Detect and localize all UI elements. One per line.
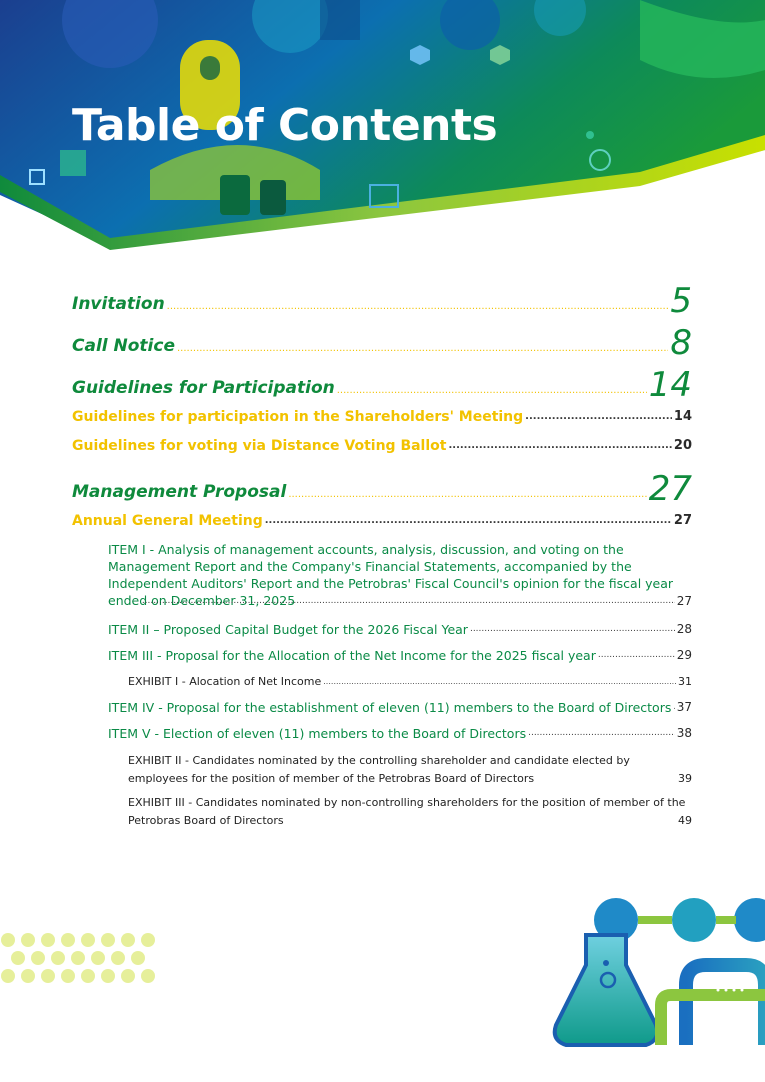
toc-label: EXHIBIT III - Candidates nominated by non-controlling shareholders for the position of member of the Petrobras Board of Directors [128,796,686,827]
toc-entry-guidelines-voting[interactable] [72,431,692,460]
lab-flask-illustration [546,895,765,1054]
toc-label: EXHIBIT I - Alocation of Net Income [128,674,322,688]
toc-page-number: 27 [648,469,692,509]
toc-page-number: 20 [673,438,692,453]
toc-entry-item-1-leader [108,592,692,610]
leader-dots [525,411,672,422]
leader-dots [142,593,675,610]
toc-label: ITEM I - Analysis of management accounts, analysis, discussion, and voting on the Management Report and the Company's Financial Statements, accompanied by the Independent Auditors' Report and the Petrobras' Fiscal Council's opinion for the fiscal year ended on December 31, 2025 [108,542,674,608]
toc-entry-item-4[interactable] [108,694,692,720]
toc-entry-invitation[interactable] [72,278,692,321]
toc-entry-call-notice[interactable] [72,320,692,363]
toc-label: Annual General Meeting [72,512,263,529]
toc-entry-item-1[interactable] [108,541,692,610]
toc-label: ITEM IV - Proposal for the establishment of eleven (11) members to the Board of Directors [108,699,672,715]
page-title: Table of Contents [72,100,498,151]
toc-page-number: 27 [676,593,692,608]
toc-label: Invitation [72,294,165,314]
toc-entry-guidelines-shareholders[interactable] [72,402,692,431]
dots-graphic [0,932,170,992]
toc-entry-item-5[interactable] [108,720,692,746]
toc-page-number: 14 [673,409,692,424]
toc-page-number: 27 [673,513,692,528]
toc-page-number: 38 [676,725,692,740]
leader-dots [288,489,646,506]
toc-label: Guidelines for voting via Distance Voting Ballot [72,437,447,454]
toc-entry-item-2[interactable] [108,616,692,642]
leader-dots [528,725,675,742]
leader-dots [167,301,669,318]
leader-dots [337,385,647,402]
table-of-contents [72,276,692,830]
toc-entry-item-3[interactable] [108,642,692,668]
leader-dots [470,621,675,638]
toc-entry-management[interactable] [72,466,692,509]
leader-dots [265,515,672,526]
toc-page-number: 5 [670,281,692,321]
dot-pattern-decoration [0,932,170,996]
leader-dots [323,673,676,690]
leader-dots [673,699,674,716]
toc-page-number: 31 [678,674,692,688]
leader-dots [448,440,671,451]
toc-label: EXHIBIT II - Candidates nominated by the controlling shareholder and candidate elected by employees for the position of member of the Petrobras Board of Directors [128,754,630,785]
toc-page-number: 39 [678,772,692,785]
toc-label: Guidelines for participation in the Shareholders' Meeting [72,408,524,425]
leader-dots [177,343,668,360]
toc-label: Guidelines for Participation [72,378,335,398]
toc-label: Call Notice [72,336,175,356]
toc-label: ITEM II – Proposed Capital Budget for the 2026 Fiscal Year [108,621,468,637]
toc-entry-exhibit-2[interactable] [128,752,692,788]
toc-label: ITEM III - Proposal for the Allocation of the Net Income for the 2025 fiscal year [108,647,596,663]
toc-entry-exhibit-3[interactable] [128,794,692,830]
toc-label: Management Proposal [72,482,287,502]
toc-page-number: 37 [676,699,692,714]
leader-dots [598,647,675,664]
toc-page-number: 28 [676,621,692,636]
toc-page-number: 14 [648,365,692,405]
toc-page-number: 49 [678,814,692,827]
toc-entry-guidelines[interactable] [72,362,692,405]
toc-entry-exhibit-1[interactable] [128,668,692,694]
toc-label: ITEM V - Election of eleven (11) members to the Board of Directors [108,725,527,741]
toc-page-number: 8 [670,323,692,363]
toc-page-number: 29 [676,647,692,662]
toc-entry-agm[interactable] [72,506,692,535]
flask-graphic [546,895,765,1050]
